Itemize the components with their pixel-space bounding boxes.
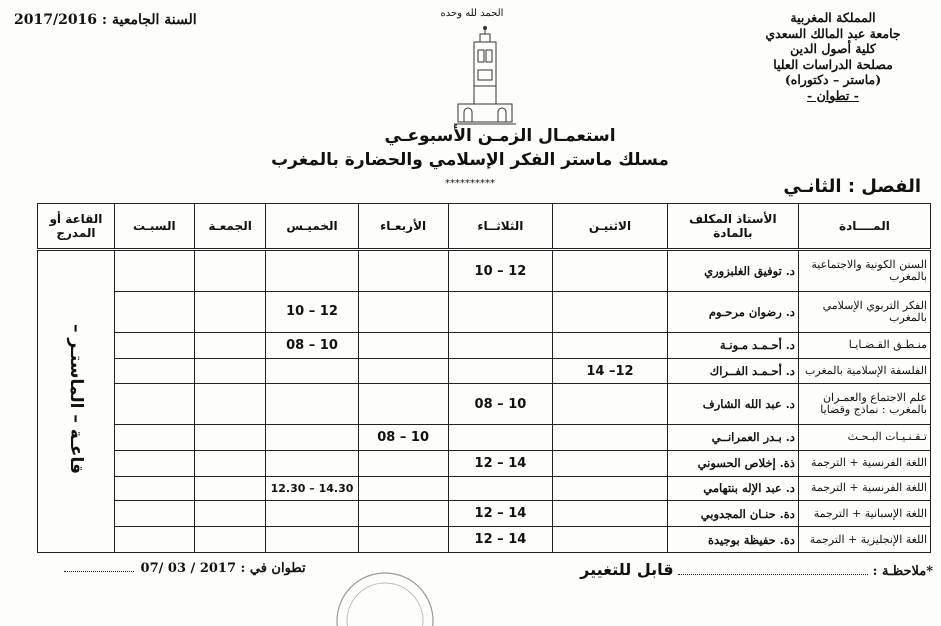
friday-slot: [194, 250, 266, 292]
professor-cell: د. بـدر العمرانــي: [667, 424, 798, 450]
professor-cell: ذة. إخلاص الحسوني: [667, 450, 798, 476]
saturday-slot: [114, 476, 194, 500]
saturday-slot: [114, 501, 194, 527]
subject-cell: اللغة الفرنسية + الترجمة: [798, 450, 930, 476]
monday-slot: [553, 384, 668, 425]
monday-slot: [553, 501, 668, 527]
header-wednesday: الأربعـاء: [358, 204, 448, 250]
wednesday-slot: [358, 250, 448, 292]
table-row: [38, 332, 931, 358]
date-footer: [64, 561, 306, 576]
thursday-slot: [266, 527, 358, 553]
thursday-slot: 14.30 – 12.30: [266, 476, 358, 500]
friday-slot: [194, 424, 266, 450]
subject-cell: اللغة الإسبانية + الترجمة: [798, 501, 930, 527]
monday-slot: [553, 424, 668, 450]
header-monday: الاثنيـن: [553, 204, 668, 250]
table-header-row: [38, 204, 931, 250]
table-row: [38, 292, 931, 333]
thursday-slot: 12 – 10: [266, 292, 358, 333]
professor-cell: د. رضوان مرحـوم: [667, 292, 798, 333]
header-tuesday: الثلاثــاء: [448, 204, 552, 250]
header-invocation: الحمد لله وحده: [440, 8, 504, 19]
tuesday-slot: 14 – 12: [448, 501, 552, 527]
subject-cell: اللغة الفرنسية + الترجمة: [798, 476, 930, 500]
monday-slot: [553, 332, 668, 358]
note-footer: [580, 560, 933, 579]
friday-slot: [194, 476, 266, 500]
professor-cell: د. توفيق الغلبزوري: [667, 250, 798, 292]
table-row: [38, 384, 931, 425]
header-subject: المــــادة: [798, 204, 930, 250]
wednesday-slot: [358, 501, 448, 527]
table-row: [38, 424, 931, 450]
professor-cell: دة. حفيظة بوجيدة: [667, 527, 798, 553]
room-cell: [38, 250, 115, 553]
thursday-slot: [266, 450, 358, 476]
saturday-slot: [114, 292, 194, 333]
header-thursday: الخميـس: [266, 204, 358, 250]
semester-label: الفصل : الثانـي: [783, 176, 921, 197]
professor-cell: دة. حنـان المجدوبي: [667, 501, 798, 527]
academic-year: السنة الجامعية : 2017/2016: [14, 12, 197, 28]
thursday-slot: [266, 250, 358, 292]
header-line: المملكة المغربية: [790, 10, 876, 25]
friday-slot: [194, 332, 266, 358]
minaret-logo: [452, 24, 518, 128]
friday-slot: [194, 358, 266, 384]
table-row: [38, 527, 931, 553]
note-label: *ملاحظـة :: [872, 564, 933, 579]
tuesday-slot: 10 – 08: [448, 384, 552, 425]
friday-slot: [194, 501, 266, 527]
room-label: قاعـة – الماستـر –: [65, 324, 86, 475]
tuesday-slot: [448, 332, 552, 358]
saturday-slot: [114, 332, 194, 358]
monday-slot: [553, 250, 668, 292]
title-separator: **********: [445, 178, 495, 189]
subject-cell: منـطـق القـضـايـا: [798, 332, 930, 358]
monday-slot: [553, 450, 668, 476]
dotted-line: [64, 571, 134, 572]
table-row: [38, 476, 931, 500]
professor-cell: د. أحـمـد الفــراك: [667, 358, 798, 384]
subject-cell: الفكر التربوي الإسلامي بالمغرب: [798, 292, 930, 333]
tuesday-slot: [448, 292, 552, 333]
tuesday-slot: 12 – 10: [448, 250, 552, 292]
saturday-slot: [114, 527, 194, 553]
note-value: قابل للتغيير: [580, 560, 674, 579]
wednesday-slot: [358, 292, 448, 333]
header-line: - تطوان -: [807, 87, 859, 103]
subject-cell: علم الاجتماع والعمـران بالمغرب : نماذج وقضايا: [798, 384, 930, 425]
header-friday: الجمعـة: [194, 204, 266, 250]
subject-cell: الفلسفة الإسلامية بالمغرب: [798, 358, 930, 384]
friday-slot: [194, 292, 266, 333]
friday-slot: [194, 384, 266, 425]
table-row: [38, 501, 931, 527]
tuesday-slot: [448, 358, 552, 384]
institution-header: [743, 10, 923, 103]
monday-slot: 12– 14: [553, 358, 668, 384]
subject-cell: اللغة الإنجليزية + الترجمة: [798, 527, 930, 553]
saturday-slot: [114, 384, 194, 425]
monday-slot: [553, 476, 668, 500]
program-title: مسلك ماستر الفكر الإسلامي والحضارة بالمغرب: [271, 150, 669, 170]
table-row: [38, 450, 931, 476]
header-line: (ماستر – دكتوراه): [784, 72, 882, 87]
wednesday-slot: [358, 358, 448, 384]
wednesday-slot: [358, 527, 448, 553]
weekly-schedule-table: [37, 203, 931, 553]
tuesday-slot: 14 – 12: [448, 450, 552, 476]
tuesday-slot: [448, 476, 552, 500]
professor-cell: د. عبد الإله بنتهامي: [667, 476, 798, 500]
schedule-title: استعمـال الزمـن الأسبوعـي: [384, 126, 616, 146]
wednesday-slot: [358, 450, 448, 476]
subject-cell: السنن الكونية والاجتماعية بالمغرب: [798, 250, 930, 292]
professor-cell: د. أحـمـد مـونـة: [667, 332, 798, 358]
friday-slot: [194, 527, 266, 553]
saturday-slot: [114, 358, 194, 384]
table-row: [38, 358, 931, 384]
place-label: تطوان في :: [240, 561, 306, 576]
official-stamp: [330, 566, 440, 626]
tuesday-slot: [448, 424, 552, 450]
header-line: مصلحة الدراسات العليا: [773, 56, 893, 72]
tuesday-slot: 14 – 12: [448, 527, 552, 553]
dotted-line: [678, 574, 868, 575]
professor-cell: د. عبد الله الشارف: [667, 384, 798, 425]
saturday-slot: [114, 450, 194, 476]
wednesday-slot: [358, 476, 448, 500]
header-saturday: السبـت: [114, 204, 194, 250]
thursday-slot: [266, 424, 358, 450]
wednesday-slot: [358, 384, 448, 425]
header-line: جامعة عبد المالك السعدي: [765, 25, 901, 41]
thursday-slot: [266, 358, 358, 384]
saturday-slot: [114, 424, 194, 450]
header-line: كلية أصول الدين: [790, 41, 876, 56]
monday-slot: [553, 292, 668, 333]
saturday-slot: [114, 250, 194, 292]
wednesday-slot: 10 – 08: [358, 424, 448, 450]
friday-slot: [194, 450, 266, 476]
header-professor: الأستاذ المكلف بالمادة: [667, 204, 798, 250]
monday-slot: [553, 527, 668, 553]
date-value: 2017 / 03 /07: [140, 561, 236, 576]
thursday-slot: [266, 501, 358, 527]
table-row: [38, 250, 931, 292]
subject-cell: تـقـنـيـات البـحـث: [798, 424, 930, 450]
thursday-slot: [266, 384, 358, 425]
wednesday-slot: [358, 332, 448, 358]
header-room: القاعة أو المدرج: [38, 204, 115, 250]
thursday-slot: 10 – 08: [266, 332, 358, 358]
